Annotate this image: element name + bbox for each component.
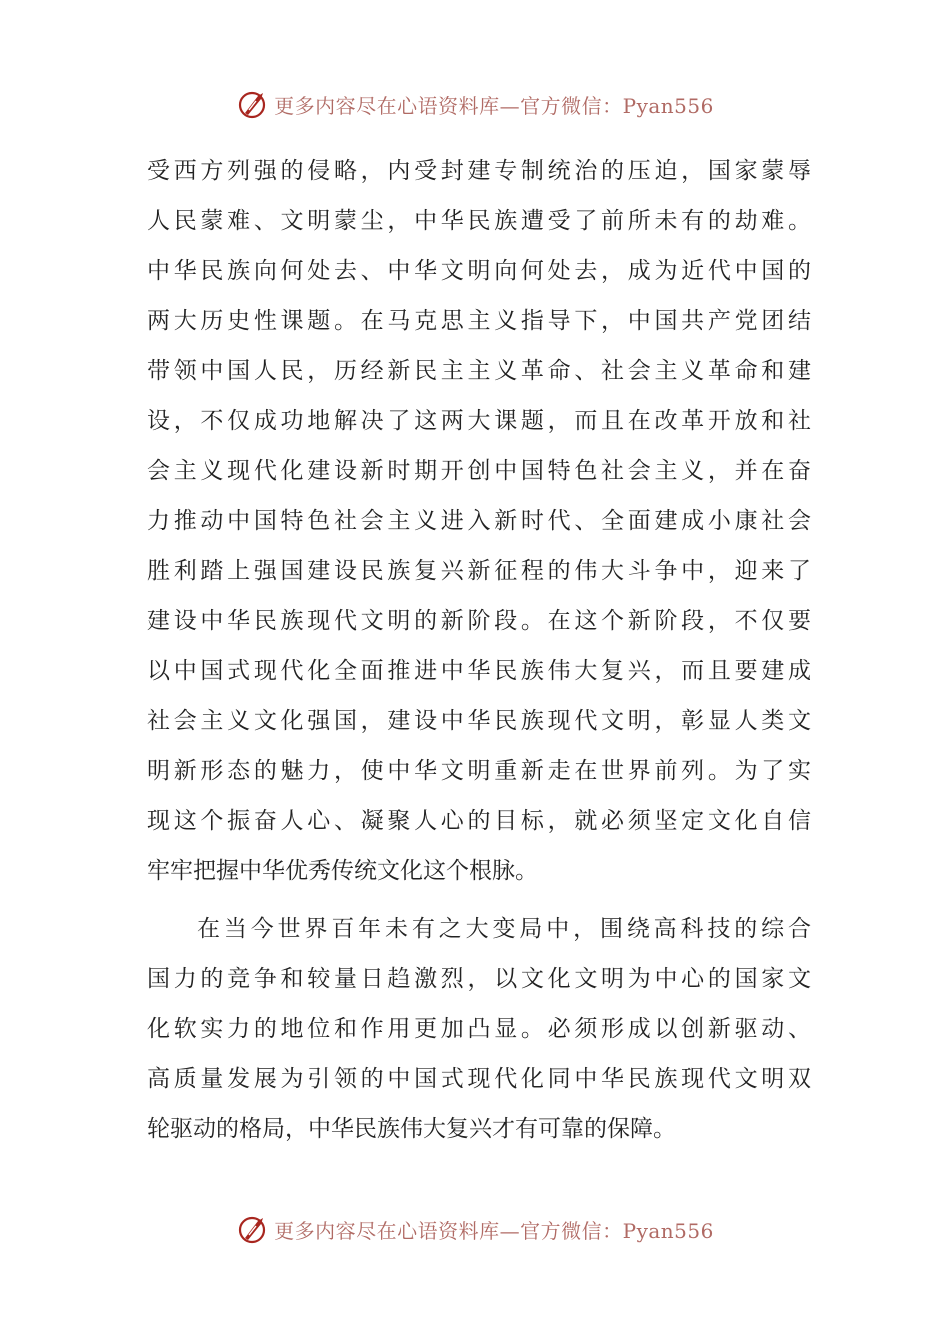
text-line: 在当今世界百年未有之大变局中，围绕高科技的综合 (197, 916, 811, 942)
text-line: 建设中华民族现代文明的新阶段。在这个新阶段，不仅要 (147, 608, 811, 634)
document-body (147, 146, 811, 1154)
text-line: 设，不仅成功地解决了这两大课题，而且在改革开放和社 (147, 408, 811, 434)
text-line: 两大历史性课题。在马克思主义指导下，中国共产党团结 (147, 308, 811, 334)
header-banner-text: 更多内容尽在心语资料库—官方微信：Pyan556 (274, 93, 714, 118)
text-line: 带领中国人民，历经新民主主义革命、社会主义革命和建 (147, 358, 811, 384)
text-line: 现这个振奋人心、凝聚人心的目标，就必须坚定文化自信 (147, 808, 811, 834)
header-banner (0, 84, 950, 124)
footer-banner (0, 1209, 950, 1249)
paragraph-gap (147, 896, 811, 904)
text-line: 会主义现代化建设新时期开创中国特色社会主义，并在奋 (147, 458, 811, 484)
pen-nib-circle-icon (236, 1212, 270, 1246)
text-line: 中华民族向何处去、中华文明向何处去，成为近代中国的 (147, 258, 811, 284)
text-line: 高质量发展为引领的中国式现代化同中华民族现代文明双 (147, 1066, 811, 1092)
text-line: 胜利踏上强国建设民族复兴新征程的伟大斗争中，迎来了 (147, 558, 811, 584)
text-line: 力推动中国特色社会主义进入新时代、全面建成小康社会 (147, 508, 811, 534)
paragraph-1 (147, 146, 811, 896)
text-line: 社会主义文化强国，建设中华民族现代文明，彰显人类文 (147, 708, 811, 734)
text-line: 明新形态的魅力，使中华文明重新走在世界前列。为了实 (147, 758, 811, 784)
text-line: 牢牢把握中华优秀传统文化这个根脉。 (147, 858, 538, 884)
paragraph-2 (147, 904, 811, 1154)
text-line: 受西方列强的侵略，内受封建专制统治的压迫，国家蒙辱 (147, 158, 811, 184)
text-line: 人民蒙难、文明蒙尘，中华民族遭受了前所未有的劫难。 (147, 208, 811, 234)
text-line: 以中国式现代化全面推进中华民族伟大复兴，而且要建成 (147, 658, 811, 684)
text-line: 轮驱动的格局，中华民族伟大复兴才有可靠的保障。 (147, 1116, 676, 1142)
text-line: 国力的竞争和较量日趋激烈，以文化文明为中心的国家文 (147, 966, 811, 992)
footer-banner-text: 更多内容尽在心语资料库—官方微信：Pyan556 (274, 1218, 714, 1243)
text-line: 化软实力的地位和作用更加凸显。必须形成以创新驱动、 (147, 1016, 811, 1042)
pen-nib-circle-icon (236, 87, 270, 121)
